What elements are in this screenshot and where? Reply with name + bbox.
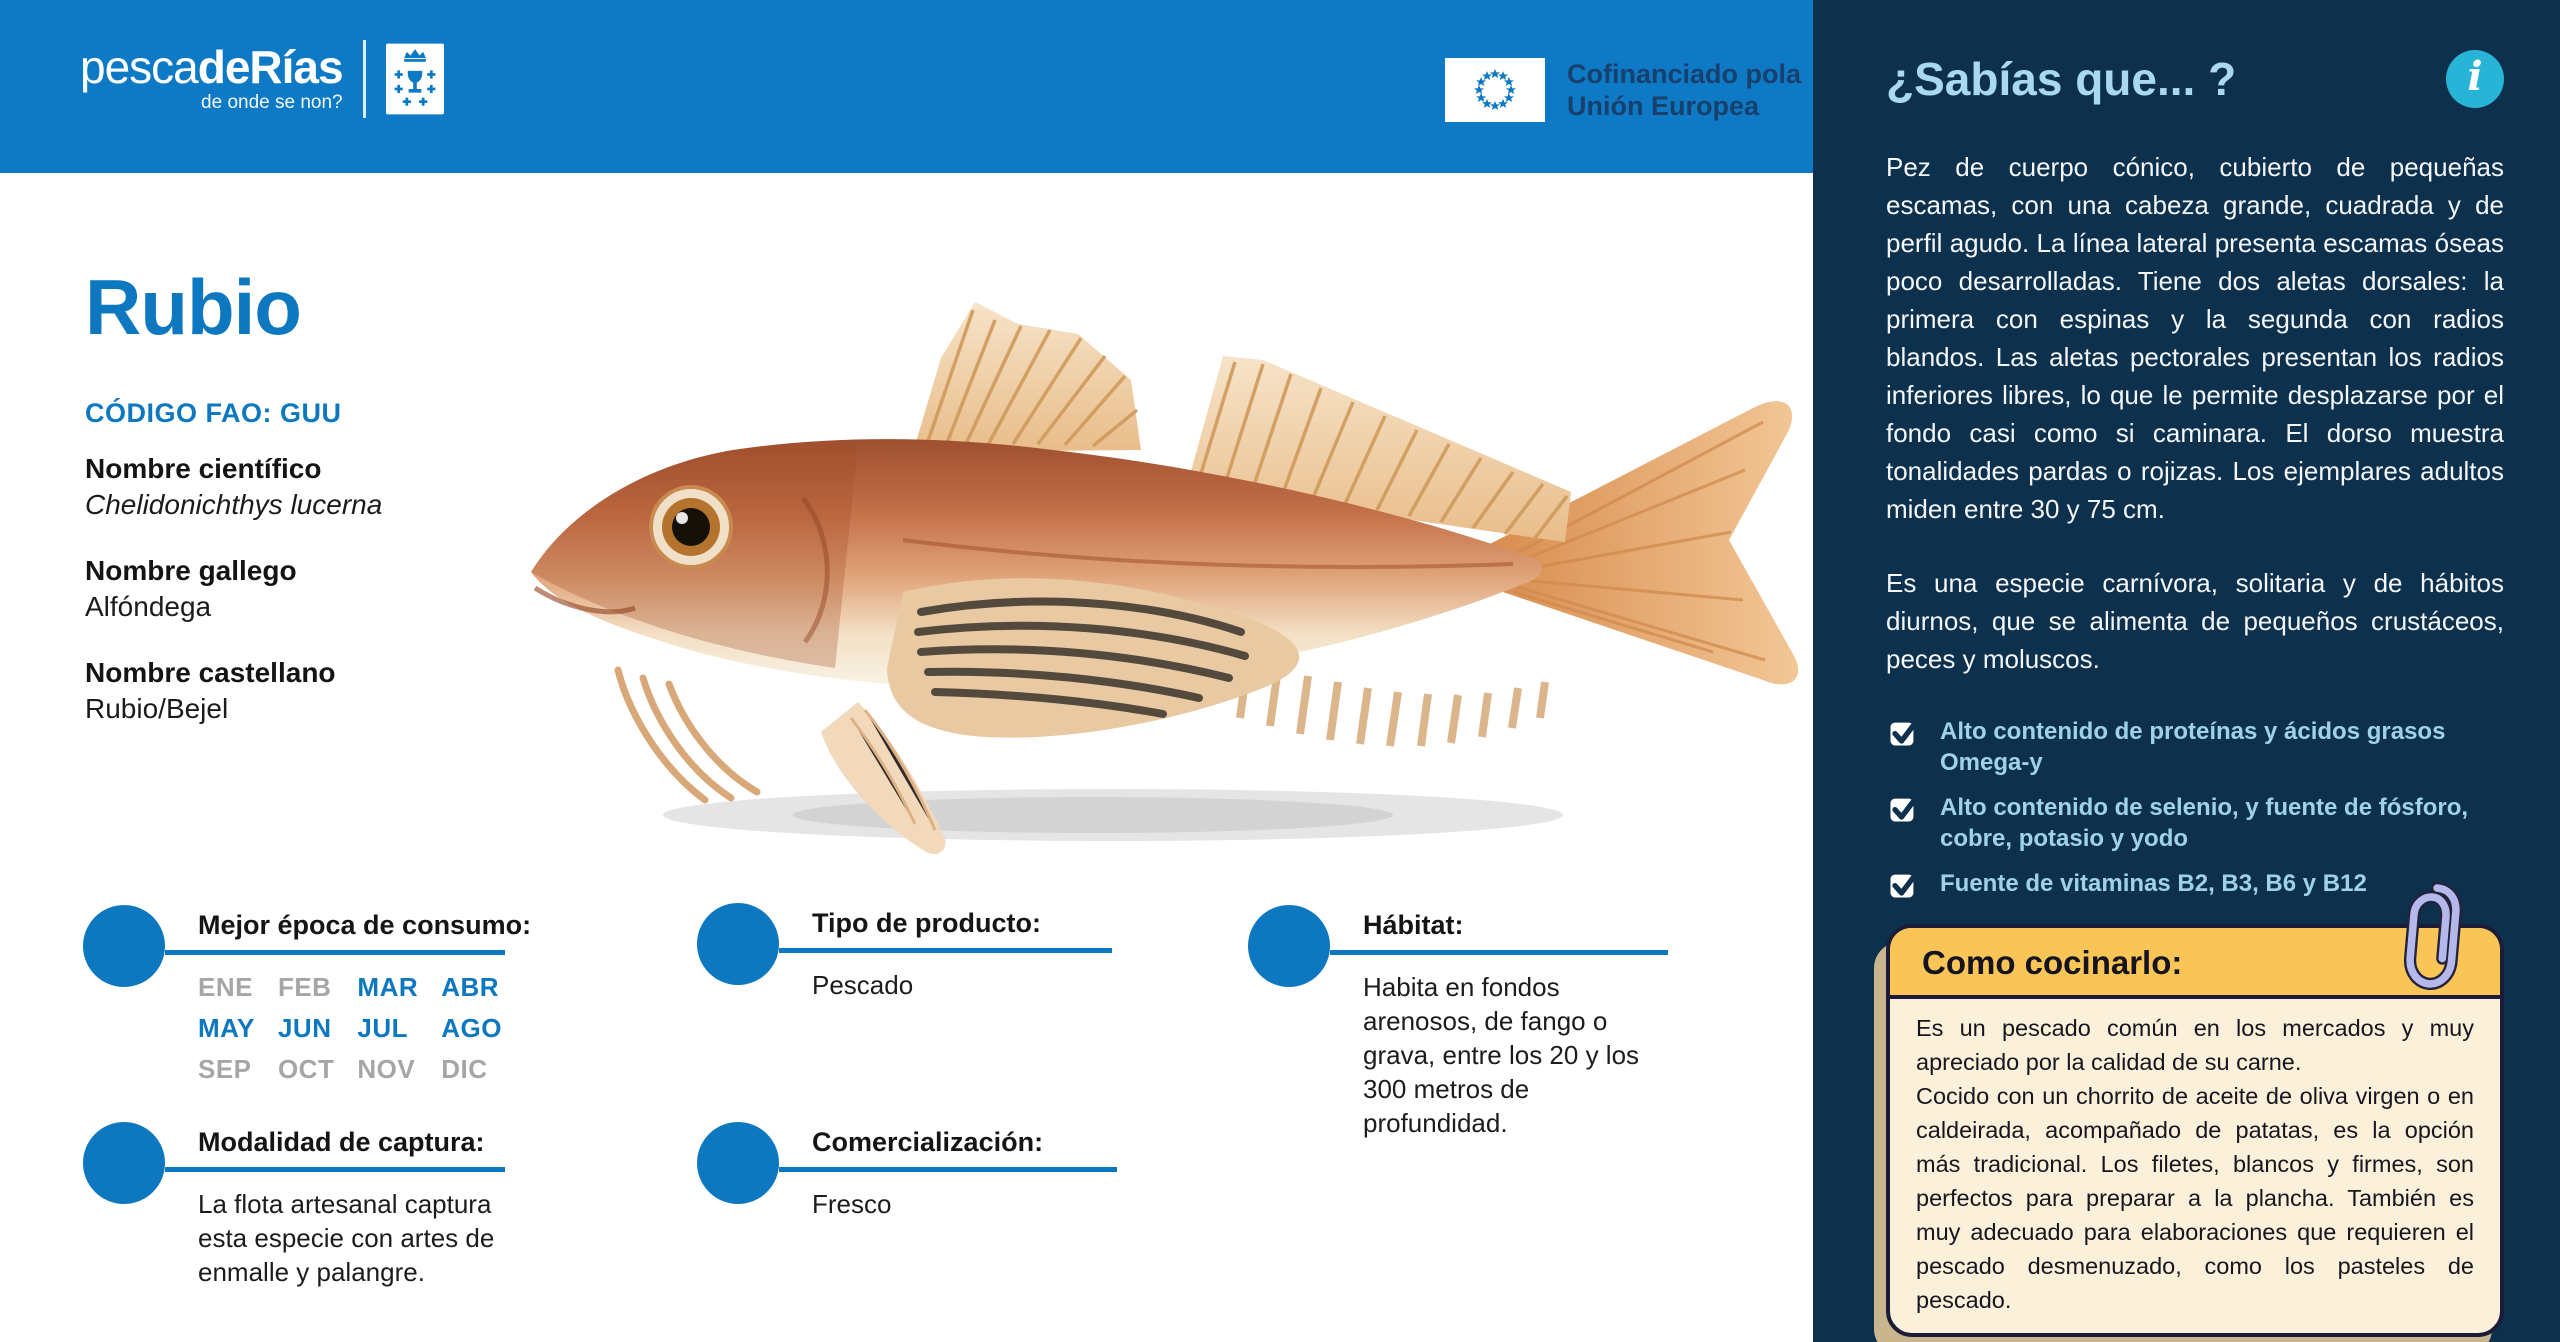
season-section [83, 905, 531, 1086]
fao-code: CÓDIGO FAO: GUU [85, 398, 342, 428]
cooking-card-title: Como cocinarlo: [1922, 944, 2183, 981]
spanish-name: Nombre castellano Rubio/Bejel [85, 657, 336, 724]
month-sep: SEP [198, 1054, 252, 1084]
eu-flag-icon [1445, 58, 1545, 122]
month-jun: JUN [277, 1013, 332, 1043]
habitat-icon [1248, 905, 1330, 987]
sidebar-title: ¿Sabías que... ? [1886, 53, 2237, 105]
eu-cofunded-logo [1445, 58, 1801, 122]
cooking-card-body [1890, 999, 2500, 1333]
bullet-text: Alto contenido de proteínas y ácidos grasos Omega-y [1940, 718, 2446, 776]
galician-name: Nombre gallego Alfóndega [85, 555, 297, 622]
habitat-text: Habita en fondos arenosos, de fango o grava, entre los 20 y los 300 metros de profundidad. [1363, 972, 1640, 1138]
bullet-text: Fuente de vitaminas B2, B3, B6 y B12 [1940, 870, 2367, 897]
paperclip-icon [2395, 873, 2471, 996]
product-section [697, 903, 1129, 1002]
checkbox-checked-icon [1886, 790, 1922, 826]
scientific-name: Nombre científico Chelidonichthys lucerna [85, 453, 383, 520]
months-grid [198, 970, 508, 1086]
month-abr: ABR [441, 972, 500, 1002]
season-icon [83, 905, 165, 987]
bullet-text: Alto contenido de selenio, y fuente de fósforo, cobre, potasio y yodo [1940, 794, 2469, 852]
season-title: Mejor época de consumo: [198, 910, 532, 940]
capture-icon [83, 1122, 165, 1204]
commercial-icon [697, 1122, 779, 1204]
logo-divider [363, 40, 366, 118]
month-nov: NOV [357, 1054, 416, 1084]
month-ago: AGO [441, 1013, 502, 1043]
commercial-title: Comercialización: [812, 1127, 1044, 1157]
pescaderias-logo [80, 40, 444, 118]
header-bar [0, 0, 1813, 173]
bullet-item-1 [1886, 716, 2504, 778]
month-may: MAY [198, 1013, 255, 1043]
month-jul: JUL [357, 1013, 409, 1043]
commercial-text: Fresco [812, 1189, 892, 1219]
page-title: Rubio [85, 263, 301, 351]
month-ene: ENE [198, 972, 253, 1002]
description-paragraph-1: Pez de cuerpo cónico, cubierto de pequeñas escamas, con una cabeza grande, cuadrada y de perfil agudo. La línea lateral presenta escamas óseas poco desarrolladas. Tiene dos aletas dorsales: la primera con espinas y la segunda con radios blandos. Las aletas pectorales presentan los radios inferiores libres, lo que le permite desplazarse por el fondo casi como si caminara. El dorso muestra tonalidades pardas o rojizas. Los ejemplares adultos miden entre 30 y 75 cm. [1886, 152, 2504, 524]
month-dic: DIC [441, 1054, 488, 1084]
sidebar-panel [1813, 0, 2560, 1342]
cooking-paragraph-1: Es un pescado común en los mercados y muy apreciado por la calidad de su carne. [1916, 1015, 2474, 1075]
brand-name: pescadeRías [80, 41, 343, 93]
fish-illustration [468, 240, 1798, 860]
capture-title: Modalidad de captura: [198, 1127, 485, 1157]
galicia-flag-icon [386, 43, 444, 115]
description-paragraph-2: Es una especie carnívora, solitaria y de hábitos diurnos, que se alimenta de pequeños crustáceos, peces y moluscos. [1886, 568, 2504, 674]
commercial-section [697, 1122, 1129, 1221]
month-oct: OCT [277, 1054, 335, 1084]
names-block [85, 452, 505, 758]
checkbox-checked-icon [1886, 714, 1922, 750]
product-title: Tipo de producto: [812, 908, 1041, 938]
eu-cofunded-text: Cofinanciado pola Unión Europea [1567, 59, 1802, 121]
month-mar: MAR [357, 972, 419, 1002]
capture-text: La flota artesanal captura esta especie con artes de enmalle y palangre. [198, 1189, 495, 1287]
info-icon: i [2446, 50, 2504, 108]
product-icon [697, 903, 779, 985]
cooking-paragraph-2: Cocido con un chorrito de aceite de oliva virgen o en caldeirada, acompañado de patatas, es la opción más tradicional. Los filetes, blancos y firmes, son perfectos para preparar a la plancha. También es muy adecuado para elaboraciones que requieren el pescado desmenuzado, como los pasteles de pescado. [1916, 1083, 2474, 1313]
capture-section [83, 1122, 510, 1289]
bullet-item-2 [1886, 792, 2504, 854]
checkbox-checked-icon [1886, 866, 1922, 902]
brand-tagline: de onde se non? [201, 92, 343, 113]
habitat-section [1248, 905, 1668, 1140]
habitat-title: Hábitat: [1363, 910, 1464, 940]
month-feb: FEB [277, 972, 332, 1002]
cooking-card [1886, 924, 2504, 1337]
product-text: Pescado [812, 970, 914, 1000]
